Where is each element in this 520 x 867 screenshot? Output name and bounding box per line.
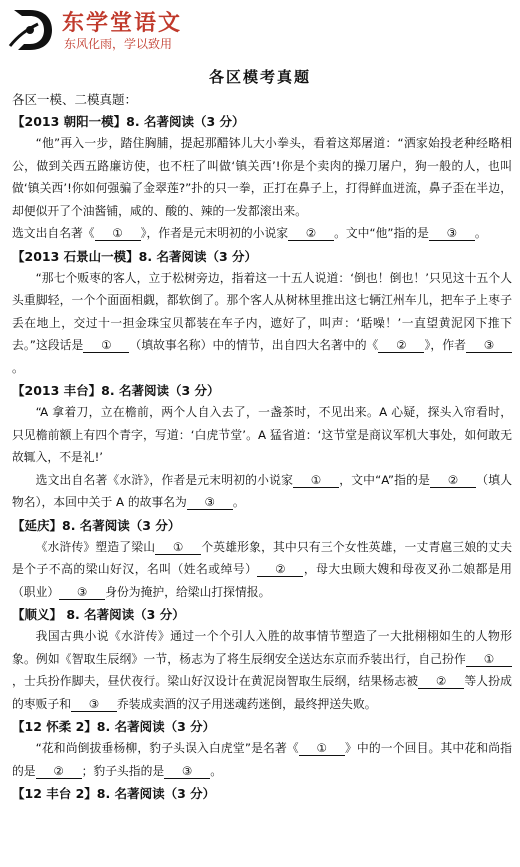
answer-blank: ① bbox=[95, 226, 141, 241]
answer-blank: ① bbox=[466, 652, 512, 667]
brand-name: 东学堂语文 bbox=[62, 11, 183, 36]
answer-blank: ③ bbox=[187, 495, 233, 510]
answer-blank: ② bbox=[288, 226, 334, 241]
question-prompt: 选文出自名著《 ① 》，作者是元末明初的小说家 ② 。文中“他”指的是 ③ 。 bbox=[12, 226, 487, 240]
answer-blank: ① bbox=[299, 741, 345, 756]
answer-blank: ② bbox=[418, 674, 464, 689]
answer-blank: ③ bbox=[164, 764, 210, 779]
answer-blank: ③ bbox=[429, 226, 475, 241]
question-prompt: 《水浒传》塑造了梁山 ① 个英雄形象，其中只有三个女性英雄，一丈青扈三娘的丈夫是个子不高的梁山好汉，名叫（姓名或绰号） ② ，母大虫顾大嫂和母夜叉孙二娘都是用（职业） ③ 身份为掩护，给梁山打探情报。 bbox=[12, 539, 512, 599]
answer-blank: ② bbox=[430, 473, 476, 488]
section-subtitle: 各区一模、二模真题： bbox=[12, 92, 138, 107]
answer-blank: ③ bbox=[466, 338, 512, 353]
answer-blank: ① bbox=[83, 338, 129, 353]
question-heading: 【顺义】 8. 名著阅读（3 分） bbox=[12, 607, 185, 622]
answer-blank: ③ bbox=[59, 585, 105, 600]
answer-blank: ③ bbox=[71, 697, 117, 712]
question-heading: 【12 丰台 2】8. 名著阅读（3 分） bbox=[12, 786, 216, 801]
answer-blank: ② bbox=[257, 562, 303, 577]
question-passage: “他”再入一步，踏住胸脯，提起那醋钵儿大小拳头，看着这郑屠道：“洒家始投老种经略相公，做到关西五路廉访使，也不枉了叫做‘镇关西’!你是个卖肉的操刀屠户，狗一般的人，也叫做‘镇关西’!你如何强骗了金翠莲?”扑的只一拳，正打在鼻子上，打得鲜血迸流，鼻子歪在半边，却便似开了个油酱铺，咸的、酸的、辣的一发都滚出来。 bbox=[12, 136, 512, 218]
question-heading: 【2013 朝阳一模】8. 名著阅读（3 分） bbox=[12, 114, 245, 129]
answer-blank: ② bbox=[36, 764, 82, 779]
question-passage: “那七个贩枣的客人，立于松树旁边，指着这一十五人说道：‘倒也！倒也！’只见这十五个人头重脚轻，一个个面面相觑，都软倒了。那个客人从树林里推出这七辆江州车儿，把车子上枣子丢在地上，交过十一担金珠宝贝都装在车子内，遮好了，叫声：‘聒噪！’一直望黄泥冈下推下去。”这段话是 ① （填故事名称）中的情节，出自四大名著中的《 ② 》，作者 ③。 bbox=[12, 270, 512, 375]
question-heading: 【延庆】8. 名著阅读（3 分） bbox=[12, 517, 181, 533]
question-heading: 【2013 石景山一模】8. 名著阅读（3 分） bbox=[12, 248, 257, 264]
answer-blank: ① bbox=[293, 473, 339, 488]
page-title: 各区模考真题 bbox=[208, 68, 311, 86]
answer-blank: ① bbox=[155, 540, 201, 555]
question-prompt: 选文出自名著《水浒》，作者是元末明初的小说家 ① ，文中“A”指的是 ② （填人物名），本回中关于 A 的故事名为 ③ 。 bbox=[12, 472, 512, 509]
document-body bbox=[12, 90, 512, 804]
answer-blank: ② bbox=[378, 338, 424, 353]
brand-slogan: 东风化雨，学以致用 bbox=[64, 37, 173, 51]
question-prompt: “花和尚倒拔垂杨柳，豹子头误入白虎堂”是名著《 ① 》中的一个回目。其中花和尚指的是 ② ；豹子头指的是 ③ 。 bbox=[12, 741, 512, 778]
question-heading: 【12 怀柔 2】8. 名著阅读（3 分） bbox=[12, 719, 216, 734]
question-prompt: 我国古典小说《水浒传》通过一个个引人入胜的故事情节塑造了一大批栩栩如生的人物形象。例如《智取生辰纲》一节，杨志为了将生辰纲安全送达东京而乔装出行，自己扮作 ①，士兵扮作脚夫，昼伏夜行。梁山好汉设计在黄泥岗智取生辰纲，结果杨志被 ② 等人扮成的枣贩子和 ③ 乔装成卖酒的汉子用迷魂药迷倒，最终押送失败。 bbox=[12, 629, 512, 711]
brand-logo-icon bbox=[8, 6, 56, 52]
question-heading: 【2013 丰台】8. 名著阅读（3 分） bbox=[12, 383, 220, 398]
question-passage: “A 拿着刀，立在檐前，两个人自入去了，一盏茶时，不见出来。A 心疑，探头入帘看时，只见檐前额上有四个青字，写道：‘白虎节堂’。A 猛省道：‘这节堂是商议军机大事处，如何敢无故辄入，不是礼!’ bbox=[12, 405, 512, 464]
header bbox=[0, 0, 520, 60]
